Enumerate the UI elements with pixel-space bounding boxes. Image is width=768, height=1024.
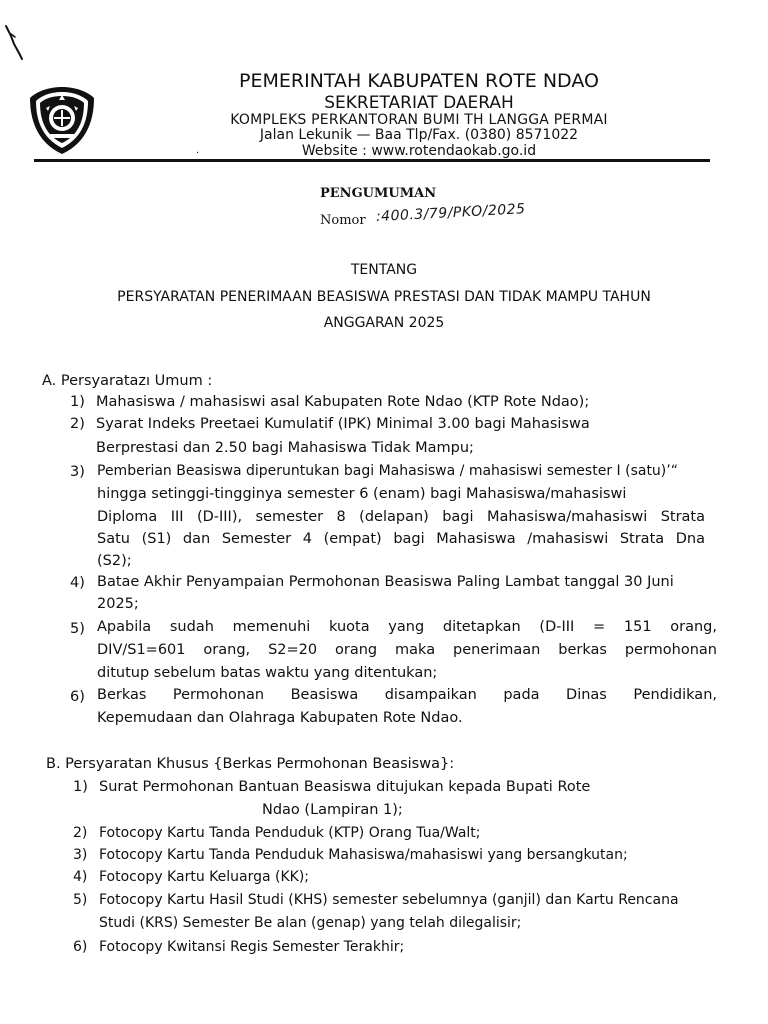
list-item-number: 5) [70,621,85,637]
list-item-text: DIV/S1=601 orang, S2=20 orang maka penerimaan berkas permohonan [97,642,717,658]
letterhead-address: Jalan Lekunik — Baa Tlp/Fax. (0380) 8571022 [259,127,579,143]
pen-mark [2,22,28,62]
list-item-text: hingga setinggi-tingginya semester 6 (enam) bagi Mahasiswa/mahasiswi [97,486,627,502]
list-item-number: 1) [73,779,88,795]
subject-line-1: PERSYARATAN PENERIMAAN BEASISWA PRESTASI DAN TIDAK MAMPU TAHUN [117,289,651,305]
letterhead-website: Website : www.rotendaokab.go.id [301,143,537,159]
list-item-text: Batae Akhir Penyampaian Permohonan Beasiswa Paling Lambat tanggal 30 Juni [97,574,674,590]
letterhead-complex: KOMPLEKS PERKANTORAN BUMI TH LANGGA PERMAI [230,112,608,128]
nomor-handwritten-value: :400.3/79/PKO/2025 [375,201,526,225]
list-item-text: ditutup sebelum batas waktu yang ditentukan; [97,665,438,681]
section-a-heading: A. Persyaratazı Umum : [42,373,213,389]
list-item-number: 2) [73,825,88,841]
list-item-text: Kepemudaan dan Olahraga Kabupaten Rote Ndao. [97,710,463,726]
list-item-number: 3) [73,847,88,863]
list-item-number: 5) [73,892,88,908]
list-item-text: Berkas Permohonan Beasiswa disampaikan pada Dinas Pendidikan, [97,687,717,703]
list-item-number: 2) [70,416,85,432]
list-item-text: Berprestasi dan 2.50 bagi Mahasiswa Tidak Mampu; [96,440,474,456]
list-item-text: Pemberian Beasiswa diperuntukan bagi Mahasiswa / mahasiswi semester I (satu)’“ [97,463,678,479]
list-item-text: Studi (KRS) Semester Be alan (genap) yang telah dilegalisir; [99,915,522,931]
list-item-text: Diploma III (D-III), semester 8 (delapan) bagi Mahasiswa/mahasiswi Strata [97,509,705,525]
list-item-text: Fotocopy Kartu Hasil Studi (KHS) semester sebelumnya (ganjil) dan Kartu Rencana [99,892,679,908]
letterhead-divider [34,159,710,162]
list-item-text: Mahasiswa / mahasiswi asal Kabupaten Rote Ndao (KTP Rote Ndao); [96,394,590,410]
list-item-number: 3) [70,464,85,480]
list-item-text: Satu (S1) dan Semester 4 (empat) bagi Mahasiswa /mahasiswi Strata Dna [97,531,705,547]
list-item-number: 4) [70,575,85,591]
letterhead-government-name: PEMERINTAH KABUPATEN ROTE NDAO [239,70,599,92]
list-item-number: 6) [70,689,85,705]
list-item-text: Fotocopy Kartu Keluarga (KK); [99,869,310,885]
section-b-heading: B. Persyaratan Khusus {Berkas Permohonan Beasiswa}: [46,756,455,772]
subject-line-2: ANGGARAN 2025 [323,315,445,331]
list-item-text: Surat Permohonan Bantuan Beasiswa ditujukan kepada Bupati Rote [99,779,591,795]
list-item-text: 2025; [97,596,139,612]
stray-dot: . [196,145,200,156]
list-item-text: Ndao (Lampiran 1); [262,802,403,818]
tentang-heading: TENTANG [350,262,418,278]
list-item-text: (S2); [97,553,132,569]
list-item-text: Syarat Indeks Preetaei Kumulatif (IPK) Minimal 3.00 bagi Mahasiswa [96,416,590,432]
list-item-text: Apabila sudah memenuhi kuota yang ditetapkan (D-III = 151 orang, [97,619,717,635]
nomor-label: Nomor [320,213,366,228]
list-item-text: Fotocopy Kartu Tanda Penduduk (KTP) Orang Tua/Walt; [99,825,481,841]
list-item-number: 1) [70,394,85,410]
list-item-text: Fotocopy Kwitansi Regis Semester Terakhir; [99,939,405,955]
list-item-number: 4) [73,869,88,885]
announcement-title: PENGUMUMAN [320,186,437,201]
list-item-number: 6) [73,939,88,955]
list-item-text: Fotocopy Kartu Tanda Penduduk Mahasiswa/mahasiswi yang bersangkutan; [99,847,628,863]
letterhead-secretariat: SEKRETARIAT DAERAH [324,93,514,113]
